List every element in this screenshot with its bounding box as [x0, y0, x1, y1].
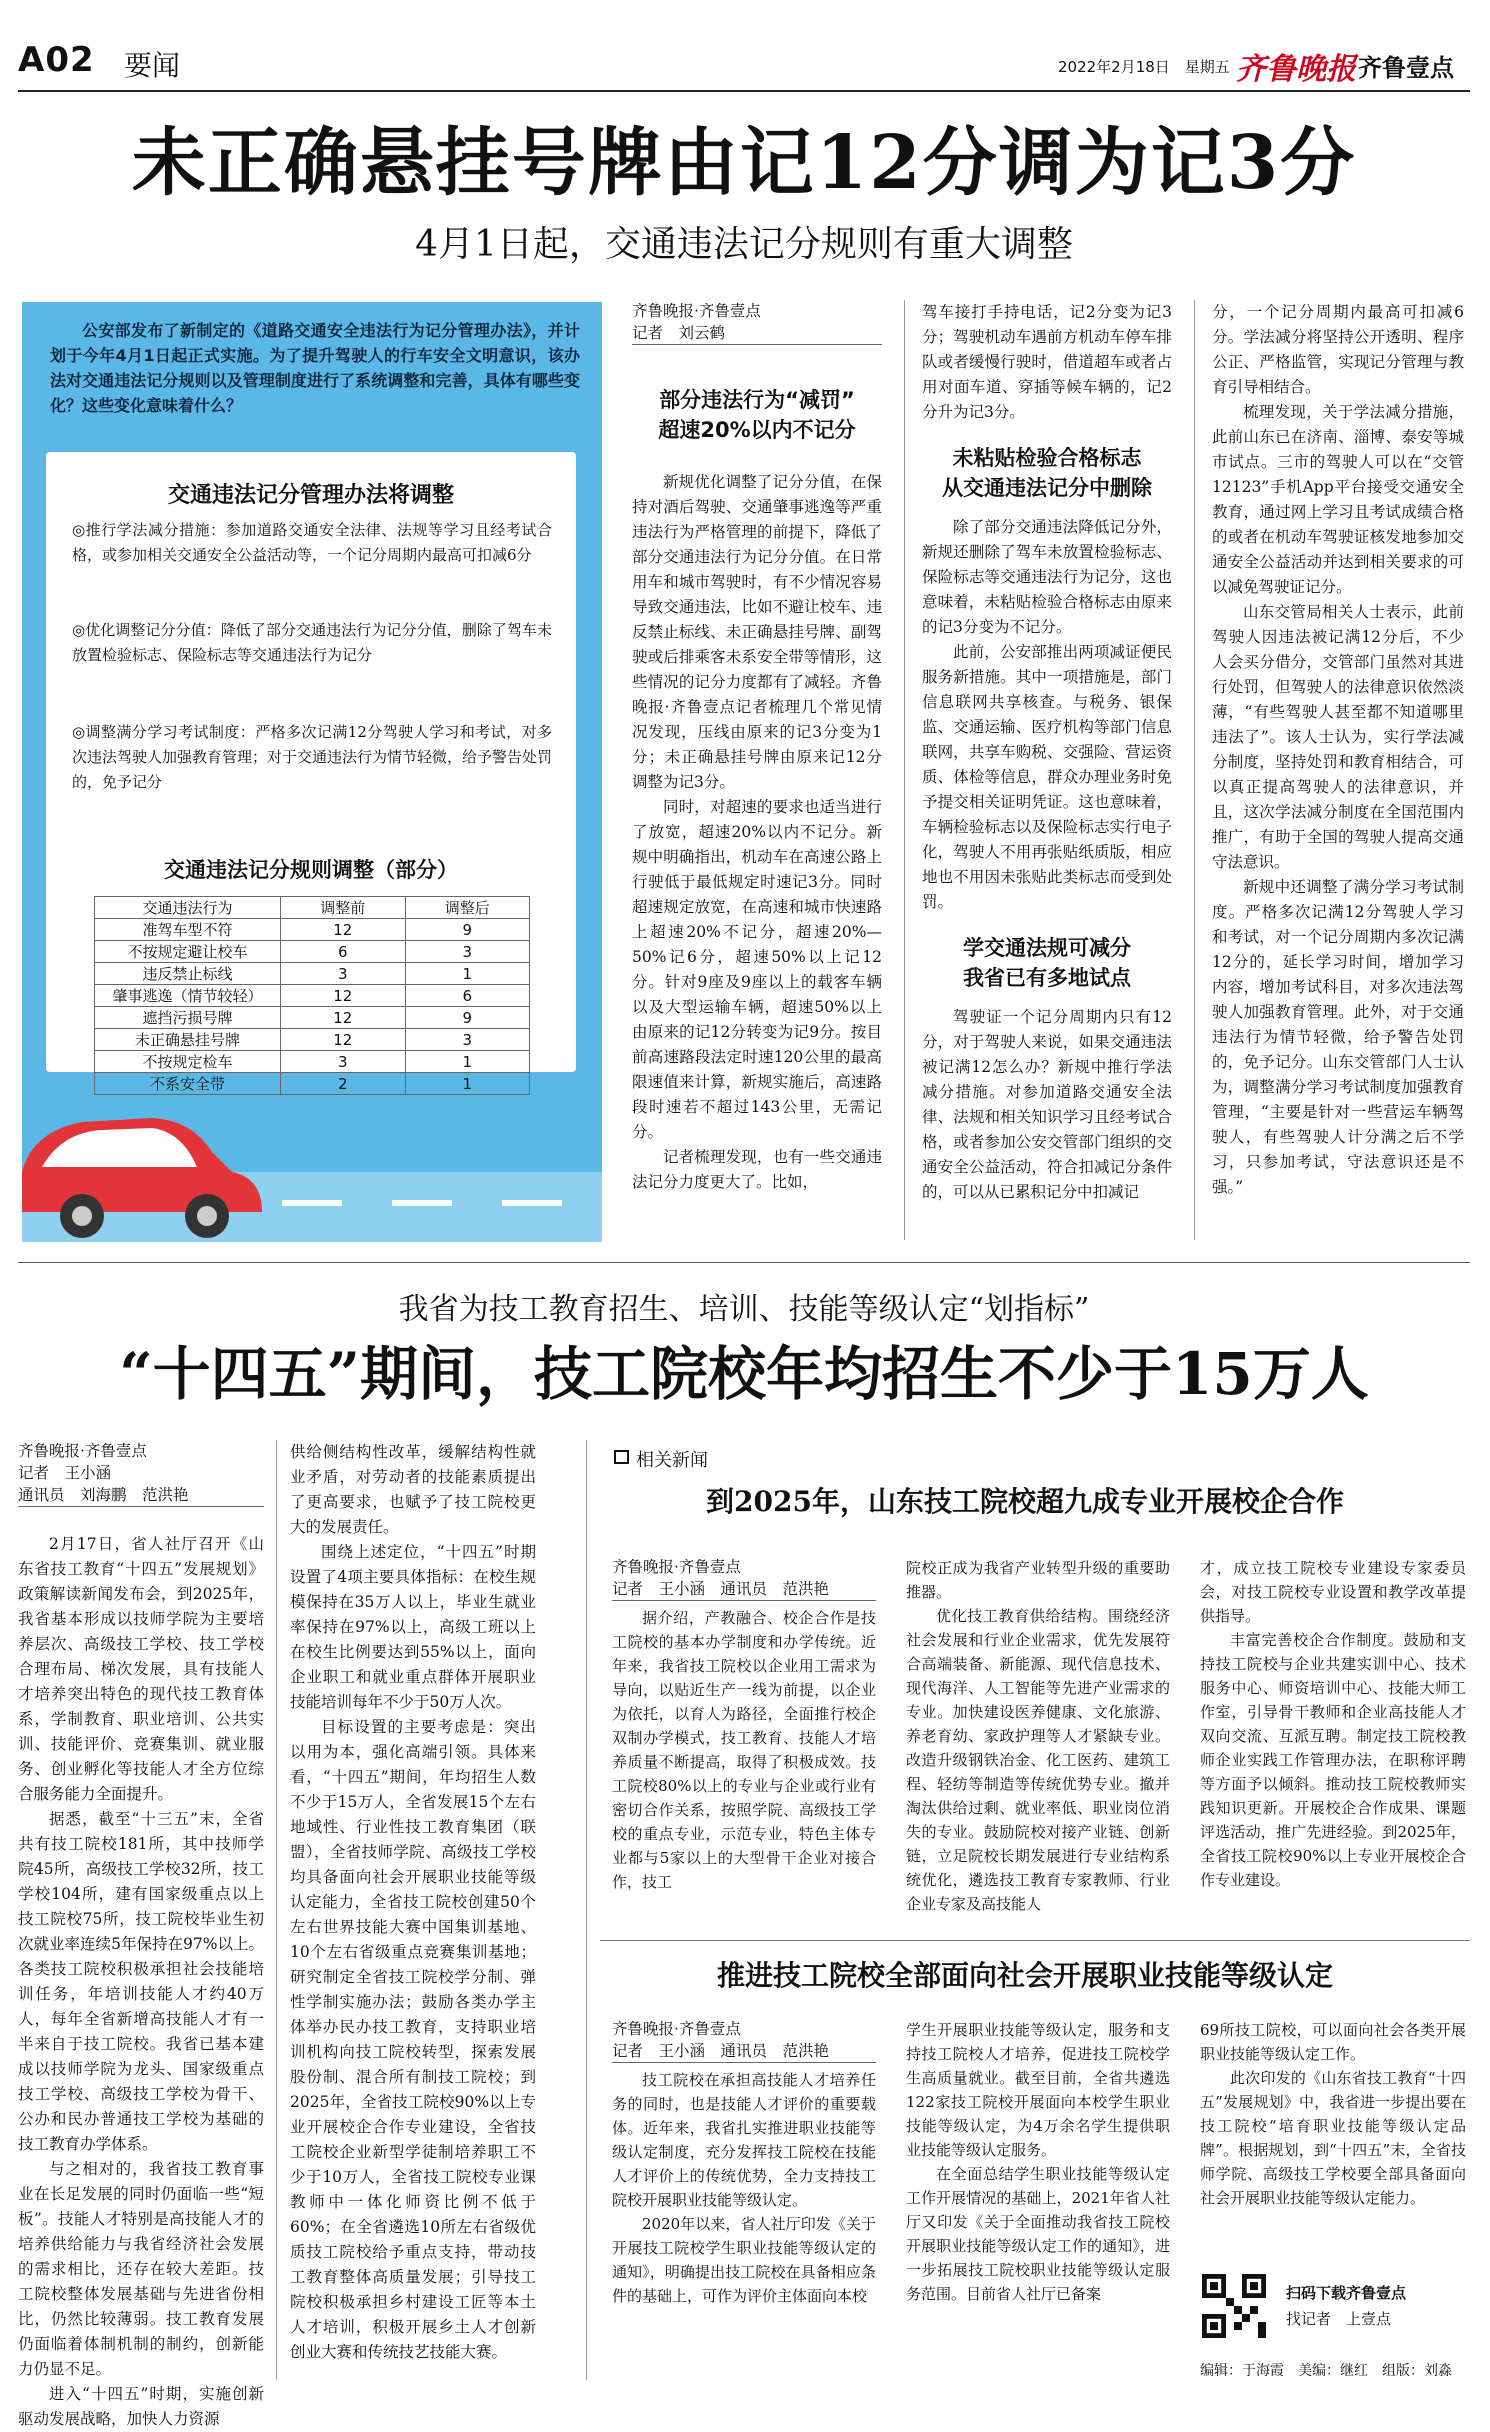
table-cell: 12 — [281, 985, 406, 1007]
lane-mark — [502, 1200, 562, 1206]
paragraph: 据悉，截至“十三五”末，全省共有技工院校181所，其中技师学院45所，高级技工学校32所，技工学校104所，建有国家级重点以上技工院校75所，技工院校毕业生初次就业率连续5年保持在97%以上。各类技工院校积极承担社会技能培训任务，年培训技能人才约40万人，每年全省新增高技能人才有一半来自于技工院校。我省已基本建成以技师学院为龙头、国家级重点技工学校、高级技工学校为骨干、公办和民办普通技工学校为基础的技工教育办学体系。 — [18, 1810, 264, 2153]
table-row — [95, 985, 530, 1007]
byline-line: 记者 王小涵 通讯员 范洪艳 — [612, 2040, 876, 2063]
table-cell: 12 — [281, 1029, 406, 1051]
table-cell: 3 — [405, 1029, 530, 1051]
article-column — [290, 1440, 536, 2365]
table-row — [95, 963, 530, 985]
article-column — [612, 2068, 876, 2308]
table-header-row — [95, 897, 530, 919]
card-item: ◎调整满分学习考试制度：严格多次记满12分驾驶人学习和考试，对多次违法驾驶人加强教育管理；对于交通违法行为情节轻微，给予警告处罚的，免予记分 — [72, 723, 553, 791]
paragraph: 分，一个记分周期内最高可扣减6分。学法减分将坚持公开透明、程序公正、严格监管，实现记分管理与教育引导相结合。 — [1212, 303, 1464, 396]
paragraph: 2月17日，省人社厅召开《山东省技工教育“十四五”发展规划》政策解读新闻发布会，到2025年，我省基本形成以技师学院为主要培养层次、高级技工学校、技工学校合理布局、梯次发展，具有技能人才培养突出特色的现代技工教育体系，学制教育、职业培训、公共实训、技能评价、竞赛集训、就业服务、创业孵化等技能人才全方位综合服务能力全面提升。 — [18, 1535, 264, 1803]
byline — [612, 2018, 876, 2063]
qr-caption: 找记者 上壹点 — [1286, 2310, 1392, 2328]
table-cell: 1 — [405, 963, 530, 985]
byline — [632, 300, 882, 345]
table-cell: 9 — [405, 919, 530, 941]
table-cell: 9 — [405, 1007, 530, 1029]
article-column — [906, 2018, 1170, 2306]
paragraph: 69所技工院校，可以面向社会各类开展职业技能等级认定工作。 — [1200, 2021, 1466, 2063]
table-header: 调整前 — [281, 897, 406, 919]
paragraph: 同时，对超速的要求也适当进行了放宽，超速20%以内不记分。新规中明确指出，机动车在高速公路上行驶低于最低规定时速记3分。同时超速规定放宽，在高速和城市快速路上超速20%不记分，超速20%—50%记6分，超速50%以上记12分。针对9座及9座以上的载客车辆以及大型运输车辆，超速50%以上由原来的记12分转变为记9分。按目前高速路段法定时速120公里的最高限速值来计算，新规实施后，高速路段时速若不超过143公里，无需记分。 — [632, 798, 882, 1141]
editor-credits: 编辑：于海霞 美编：继红 组版：刘淼 — [1200, 2363, 1452, 2379]
related-news-label: 相关新闻 — [636, 1450, 708, 1471]
paragraph: 院校正成为我省产业转型升级的重要助推器。 — [906, 1559, 1170, 1601]
table-cell: 3 — [281, 1051, 406, 1073]
related-news-icon — [614, 1450, 629, 1464]
byline-line: 齐鲁晚报·齐鲁壹点 — [632, 302, 761, 320]
byline-line: 记者 王小涵 — [18, 1464, 112, 1482]
paragraph: 记者梳理发现，也有一些交通违法记分力度更大了。比如， — [632, 1148, 882, 1191]
column-rule — [1194, 300, 1195, 1240]
table-row — [95, 941, 530, 963]
table-cell: 遮挡污损号牌 — [95, 1007, 281, 1029]
card-item: ◎推行学法减分措施：参加道路交通安全法律、法规等学习且经考试合格，或参加相关交通安全公益活动等，一个记分周期内最高可扣减6分 — [72, 521, 552, 564]
table-cell: 准驾车型不符 — [95, 919, 281, 941]
car-illustration — [22, 1112, 602, 1242]
infographic — [22, 302, 602, 1242]
table-cell: 未正确悬挂号牌 — [95, 1029, 281, 1051]
rules-table — [94, 896, 530, 1095]
byline — [18, 1440, 264, 1507]
paragraph: 梳理发现，关于学法减分措施，此前山东已在济南、淄博、泰安等城市试点。三市的驾驶人可以在“交管12123”手机App平台接受交通安全教育，通过网上学习且考试成绩合格的或者在机动车驾驶证核发地参加交通安全公益活动并达到相关要求的可以减免驾驶证记分。 — [1212, 403, 1464, 596]
paragraph: 除了部分交通违法降低记分外，新规还删除了驾车未放置检验标志、保险标志等交通违法行为记分，这也意味着，未粘贴检验合格标志由原来的记3分变为不记分。 — [922, 518, 1172, 636]
subhead: 未粘贴检验合格标志 从交通违法记分中删除 — [942, 446, 1152, 500]
table-row — [95, 919, 530, 941]
paragraph: 才，成立技工院校专业建设专家委员会，对技工院校专业设置和教学改革提供指导。 — [1200, 1559, 1466, 1625]
paragraph: 此次印发的《山东省技工教育“十四五”发展规划》中，我省进一步提出要在技工院校“培育职业技能等级认定品牌”。根据规划，到“十四五”末，全省技师学院、高级技工学校要全部具备面向社会开展职业技能等级认定能力。 — [1200, 2069, 1466, 2207]
header-rule — [18, 90, 1470, 92]
lane-mark — [282, 1200, 342, 1206]
paragraph: 山东交管局相关人士表示，此前驾驶人因违法被记满12分后，不少人会买分借分，交管部门虽然对其进行处罚，但驾驶人的法律意识依然淡薄，“有些驾驶人甚至都不知道哪里违法了”。该人士认为，实行学法减分制度，坚持处罚和教育相结合，可以真正提高驾驶人的法律意识，并且，这次学法减分制度在全国范围内推广，有助于全国的驾驶人提高交通守法意识。 — [1212, 603, 1464, 871]
table-cell: 12 — [281, 919, 406, 941]
table-cell: 不按规定检车 — [95, 1051, 281, 1073]
paragraph: 据介绍，产教融合、校企合作是技工院校的基本办学制度和办学传统。近年来，我省技工院校以企业用工需求为导向，以贴近生产一线为前提，以企业为依托，以育人为路径，全面推行校企双制办学模式，技工教育、技能人才培养质量不断提高，取得了积极成效。技工院校80%以上的专业与企业或行业有密切合作关系，按照学院、高级技工学校的重点专业，示范专业，特色主体专业都与5家以上的大型骨干企业对接合作，技工 — [612, 1609, 876, 1891]
app-logo: 齐鲁壹点 — [1358, 54, 1454, 82]
paragraph: 供给侧结构性改革，缓解结构性就业矛盾，对劳动者的技能素质提出了更高要求，也赋予了技工院校更大的发展责任。 — [290, 1443, 536, 1536]
page-number: A02 — [18, 40, 95, 80]
article-column — [1200, 1556, 1466, 1892]
byline-line: 通讯员 刘海鹏 范洪艳 — [18, 1484, 264, 1507]
table-cell: 6 — [281, 941, 406, 963]
infographic-intro: 公安部发布了新制定的《道路交通安全违法行为记分管理办法》，并计划于今年4月1日起正式实施。为了提升驾驶人的行车安全文明意识，该办法对交通违法记分规则以及管理制度进行了系统调整和完善，具体有哪些变化？这些变化意味着什么？ — [50, 321, 580, 415]
related-headline: 到2025年，山东技工院校超九成专业开展校企合作 — [706, 1485, 1344, 1518]
table-cell: 3 — [405, 941, 530, 963]
article-column — [922, 300, 1172, 1205]
table-cell: 肇事逃逸（情节较轻） — [95, 985, 281, 1007]
article-column — [612, 1606, 876, 1894]
paragraph: 驾驶证一个记分周期内只有12分，对于驾驶人来说，如果交通违法被记满12怎么办？新规中推行学法减分措施。对参加道路交通安全法律、法规和相关知识学习且经考试合格，或者参加公安交管部门组织的交通安全公益活动，符合扣减记分条件的，可以从已累积记分中扣减记 — [922, 1008, 1172, 1201]
subheadline-2: 我省为技工教育招生、培训、技能等级认定“划指标” — [398, 1292, 1090, 1327]
paragraph: 驾车接打手持电话，记2分变为记3分；驾驶机动车遇前方机动车停车排队或者缓慢行驶时，借道超车或者占用对面车道、穿插等候车辆的，记2分升为记3分。 — [922, 303, 1172, 421]
paragraph: 与之相对的，我省技工教育事业在长足发展的同时仍面临一些“短板”。技能人才特别是高技能人才的培养供给能力与我省经济社会发展的需求相比，还存在较大差距。技工院校整体发展基础与先进省份相比，仍然比较薄弱。技工教育发展仍面临着体制机制的制约，创新能力仍显不足。 — [18, 2160, 264, 2378]
column-rule — [904, 300, 905, 1240]
headline-1: 未正确悬挂号牌由记12分调为记3分 — [131, 120, 1357, 206]
qr-code-icon[interactable] — [1202, 2274, 1266, 2338]
headline-2: “十四五”期间，技工院校年均招生不少于15万人 — [119, 1340, 1369, 1408]
paragraph: 2020年以来，省人社厅印发《关于开展技工院校学生职业技能等级认定的通知》，明确提出技工院校在具备相应条件的基础上，可作为评价主体面向本校 — [612, 2215, 876, 2305]
paragraph: 目标设置的主要考虑是：突出以用为本，强化高端引领。具体来看，“十四五”期间，年均招生人数不少于15万人，全省发展15个左右地域性、行业性技工教育集团（联盟），全省技师学院、高级技工学校均具备面向社会开展职业技能等级认定能力，全省技工院校创建50个左右世界技能大赛中国集训基地、10个左右省级重点竞赛集训基地；研究制定全省技工院校学分制、弹性学制实施办法；鼓励各类办学主体举办民办技工教育，支持职业培训机构向技工院校转型，探索发展股份制、混合所有制技工院校；到2025年，全省技工院校90%以上专业开展校企合作专业建设，全省技工院校企业新型学徒制培养职工不少于10万人，全省技工院校专业课教师中一体化师资比例不低于60%；在全省遴选10所左右省级优质技工院校给予重点支持，带动技工教育整体高质量发展；引导技工院校积极承担乡村建设工匠等本土人才培训，积极开展乡土人才创新创业大赛和传统技艺技能大赛。 — [290, 1718, 536, 2361]
article-column — [1212, 300, 1464, 1200]
section-name: 要闻 — [124, 49, 181, 82]
table-cell: 3 — [281, 963, 406, 985]
qr-caption: 扫码下载齐鲁壹点 — [1286, 2284, 1407, 2302]
table-title: 交通违法记分规则调整（部分） — [164, 857, 458, 882]
infographic-card — [46, 452, 576, 1093]
issue-date: 2022年2月18日 星期五 — [1058, 58, 1230, 76]
paragraph: 此前，公安部推出两项减证便民服务新措施。其中一项措施是，部门信息联网共享核查。与税务、银保监、交通运输、医疗机构等部门信息联网，共享车购税、交强险、营运资质、体检等信息，群众办理业务时免予提交相关证明凭证。这也意味着，车辆检验标志以及保险标志实行电子化，驾驶人不用再张贴纸质版，相应地也不用因未张贴此类标志而受到处罚。 — [922, 643, 1172, 911]
byline-line: 记者 王小涵 通讯员 范洪艳 — [612, 1578, 876, 1601]
article-column — [18, 1532, 264, 2432]
table-cell: 1 — [405, 1051, 530, 1073]
table-cell: 不按规定避让校车 — [95, 941, 281, 963]
paragraph: 新规中还调整了满分学习考试制度。严格多次记满12分驾驶人学习和考试，对一个记分周期内多次记满12分的，延长学习时间，增加学习内容，增加考试科目，对多次违法驾驶人加强教育管理。此外，对于交通违法行为情节轻微，给予警告处罚的，免予记分。山东交管部门人士认为，调整满分学习考试制度加强教育管理，“主要是针对一些营运车辆驾驶人，有些驾驶人计分满之后不学习，只参加考试，守法意识还是不强。” — [1212, 878, 1464, 1196]
card-title: 交通违法记分管理办法将调整 — [167, 482, 454, 508]
article-column — [906, 1556, 1170, 1916]
table-row — [95, 1051, 530, 1073]
subheadline-1: 4月1日起，交通违法记分规则有重大调整 — [415, 224, 1073, 265]
table-row — [95, 1007, 530, 1029]
car-hub — [197, 1206, 217, 1226]
section-rule — [18, 1262, 1470, 1263]
lane-mark — [392, 1200, 452, 1206]
paragraph: 在全面总结学生职业技能等级认定工作开展情况的基础上，2021年省人社厅又印发《关于全面推动我省技工院校开展职业技能等级认定工作的通知》，进一步拓展技工院校职业技能等级认定服务范围。目前省人社厅已备案 — [906, 2165, 1170, 2303]
subhead: 部分违法行为“减罚” 超速20%以内不记分 — [658, 388, 856, 442]
subhead: 学交通法规可减分 我省已有多地试点 — [963, 936, 1131, 990]
table-header: 调整后 — [405, 897, 530, 919]
table-row — [95, 1029, 530, 1051]
section-rule — [600, 1940, 1470, 1941]
byline-line: 齐鲁晚报·齐鲁壹点 — [612, 2020, 741, 2038]
article-column — [1200, 2018, 1466, 2258]
table-cell: 1 — [405, 1073, 530, 1095]
table-cell: 6 — [405, 985, 530, 1007]
table-cell: 违反禁止标线 — [95, 963, 281, 985]
byline — [612, 1556, 876, 1601]
paragraph: 进入“十四五”时期，实施创新驱动发展战略，加快人力资源 — [18, 2385, 264, 2428]
paragraph: 新规优化调整了记分分值，在保持对酒后驾驶、交通肇事逃逸等严重违法行为严格管理的前提下，降低了部分交通违法行为记分分值。在日常用车和城市驾驶时，有不少情况容易导致交通违法，比如不避让校车、违反禁止标线、未正确悬挂号牌、副驾驶或后排乘客未系安全带等情形，这些情况的记分力度都有了减轻。齐鲁晚报·齐鲁壹点记者梳理几个常见情况发现，压线由原来的记3分变为1分；未正确悬挂号牌由原来记12分调整为记3分。 — [632, 473, 882, 791]
column-rule — [276, 1440, 277, 2380]
paragraph: 丰富完善校企合作制度。鼓励和支持技工院校与企业共建实训中心、技术服务中心、师资培训中心、技能大师工作室，引导骨干教师和企业高技能人才双向交流、互派互聘。制定技工院校教师企业实践工作管理办法，在职称评聘等方面予以倾斜。推动技工院校教师实践知识更新。开展校企合作成果、课题评选活动，推广先进经验。到2025年，全省技工院校90%以上专业开展校企合作专业建设。 — [1200, 1631, 1466, 1889]
paragraph: 优化技工教育供给结构。围绕经济社会发展和行业企业需求，优先发展符合高端装备、新能源、现代信息技术、现代海洋、人工智能等先进产业需求的专业。加快建设医养健康、文化旅游、养老育幼、家政护理等人才紧缺专业。改造升级钢铁冶金、化工医药、建筑工程、轻纺等制造等传统优势专业。撤并淘汰供给过剩、就业率低、职业岗位消失的专业。鼓励院校对接产业链、创新链，立足院校长期发展进行专业结构系统优化，遴选技工教育专家教师、行业企业专家及高技能人 — [906, 1607, 1170, 1913]
card-item: ◎优化调整记分分值：降低了部分交通违法行为记分分值，删除了驾车未放置检验标志、保险标志等交通违法行为记分 — [72, 621, 552, 664]
article-column — [632, 470, 882, 1195]
table-row — [95, 1073, 530, 1095]
table-cell: 12 — [281, 1007, 406, 1029]
related-headline: 推进技工院校全部面向社会开展职业技能等级认定 — [716, 1959, 1333, 1992]
column-rule — [586, 1440, 587, 2380]
paragraph: 技工院校在承担高技能人才培养任务的同时，也是技能人才评价的重要载体。近年来，我省扎实推进职业技能等级认定制度，充分发挥技工院校在技能人才评价上的传统优势，全力支持技工院校开展职业技能等级认定。 — [612, 2071, 876, 2209]
car-hub — [72, 1206, 92, 1226]
byline-line: 记者 刘云鹤 — [632, 322, 882, 345]
paragraph: 学生开展职业技能等级认定，服务和支持技工院校人才培养，促进技工院校学生高质量就业。截至目前，全省共遴选122家技工院校开展面向本校学生职业技能等级认定，为4万余名学生提供职业技能等级认定服务。 — [906, 2021, 1170, 2159]
byline-line: 齐鲁晚报·齐鲁壹点 — [612, 1558, 741, 1576]
table-header: 交通违法行为 — [95, 897, 281, 919]
byline-line: 齐鲁晚报·齐鲁壹点 — [18, 1442, 147, 1460]
newspaper-logo: 齐鲁晚报 — [1236, 52, 1356, 87]
table-cell: 不系安全带 — [95, 1073, 281, 1095]
paragraph: 围绕上述定位，“十四五”时期设置了4项主要具体指标：在校生规模保持在35万人以上，毕业生就业率保持在97%以上，高级工班以上在校生比例要达到55%以上，面向企业职工和就业重点群体开展职业技能培训每年不少于50万人次。 — [290, 1543, 536, 1711]
table-cell: 2 — [281, 1073, 406, 1095]
